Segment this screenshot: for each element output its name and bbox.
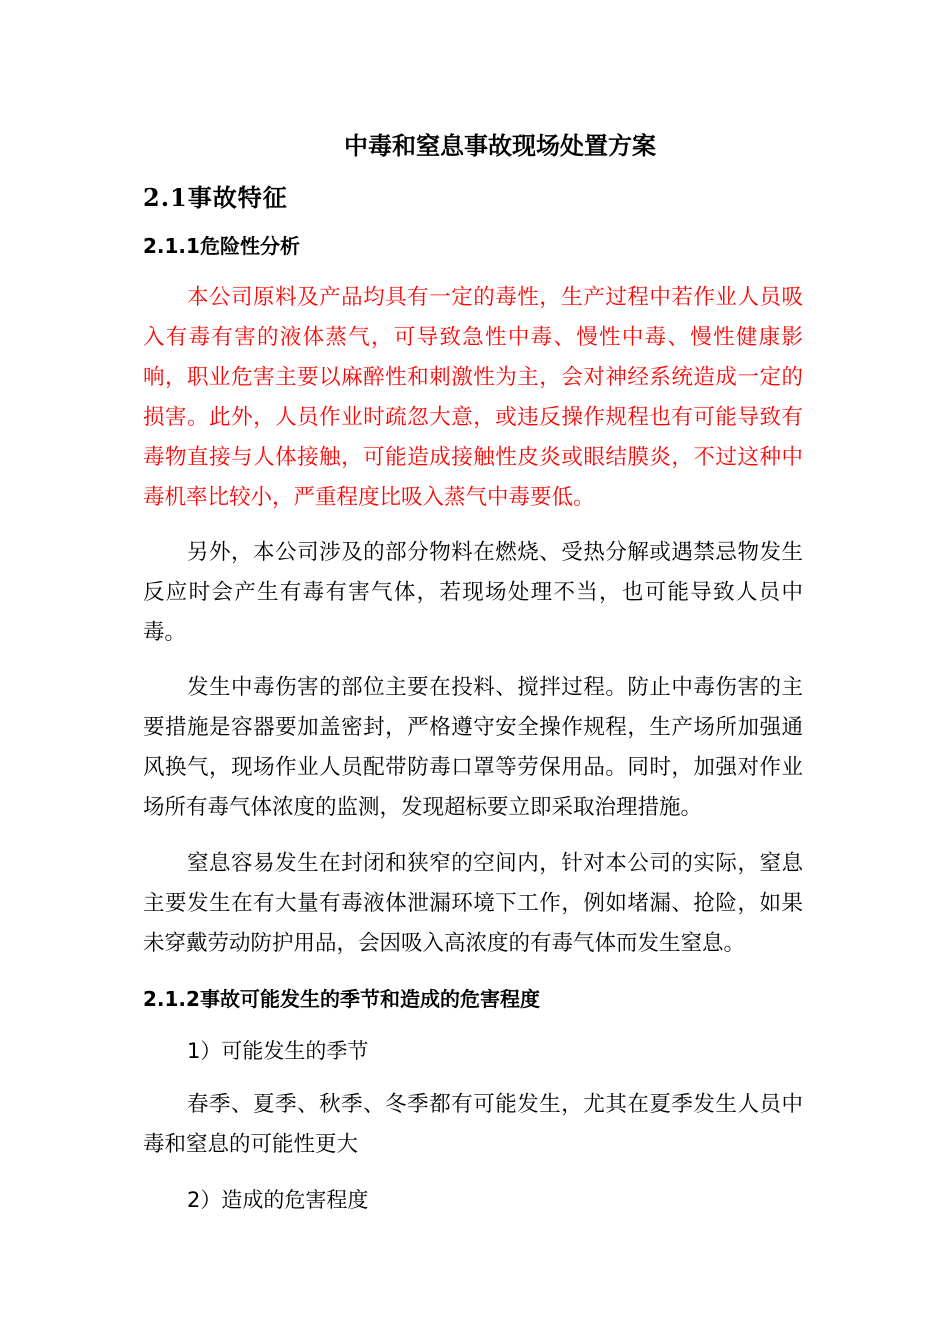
paragraph-toxicity-red: 本公司原料及产品均具有一定的毒性，生产过程中若作业人员吸入有毒有害的液体蒸气，可导致急性中毒、慢性中毒、慢性健康影响，职业危害主要以麻醉性和刺激性为主，会对神经系统造成一定的损害。此外，人员作业时疏忽大意，或违反操作规程也有可能导致有毒物直接与人体接触，可能造成接触性皮炎或眼结膜炎，不过这种中毒机率比较小，严重程度比吸入蒸气中毒要低。: [143, 285, 803, 510]
section-heading: 2.1事故特征: [143, 183, 288, 212]
subsection-heading-season-severity: 2.1.2事故可能发生的季节和造成的危害程度: [143, 987, 540, 1011]
paragraph-combustion-gas: 另外，本公司涉及的部分物料在燃烧、受热分解或遇禁忌物发生反应时会产生有毒有害气体，若现场处理不当，也可能导致人员中毒。: [143, 540, 803, 645]
list-item-season: 1）可能发生的季节: [187, 1039, 369, 1063]
document-title: 中毒和窒息事故现场处置方案: [344, 131, 656, 160]
list-item-severity: 2）造成的危害程度: [187, 1188, 369, 1212]
paragraph-seasons: 春季、夏季、秋季、冬季都有可能发生，尤其在夏季发生人员中毒和窒息的可能性更大: [143, 1092, 803, 1157]
paragraph-asphyxiation: 窒息容易发生在封闭和狭窄的空间内，针对本公司的实际，窒息主要发生在有大量有毒液体泄漏环境下工作，例如堵漏、抢险，如果未穿戴劳动防护用品，会因吸入高浓度的有毒气体而发生窒息。: [143, 851, 803, 956]
subsection-heading-hazard-analysis: 2.1.1危险性分析: [143, 234, 300, 258]
paragraph-prevention-measures: 发生中毒伤害的部位主要在投料、搅拌过程。防止中毒伤害的主要措施是容器要加盖密封，严格遵守安全操作规程，生产场所加强通风换气，现场作业人员配带防毒口罩等劳保用品。同时，加强对作业场所有毒气体浓度的监测，发现超标要立即采取治理措施。: [143, 675, 803, 820]
